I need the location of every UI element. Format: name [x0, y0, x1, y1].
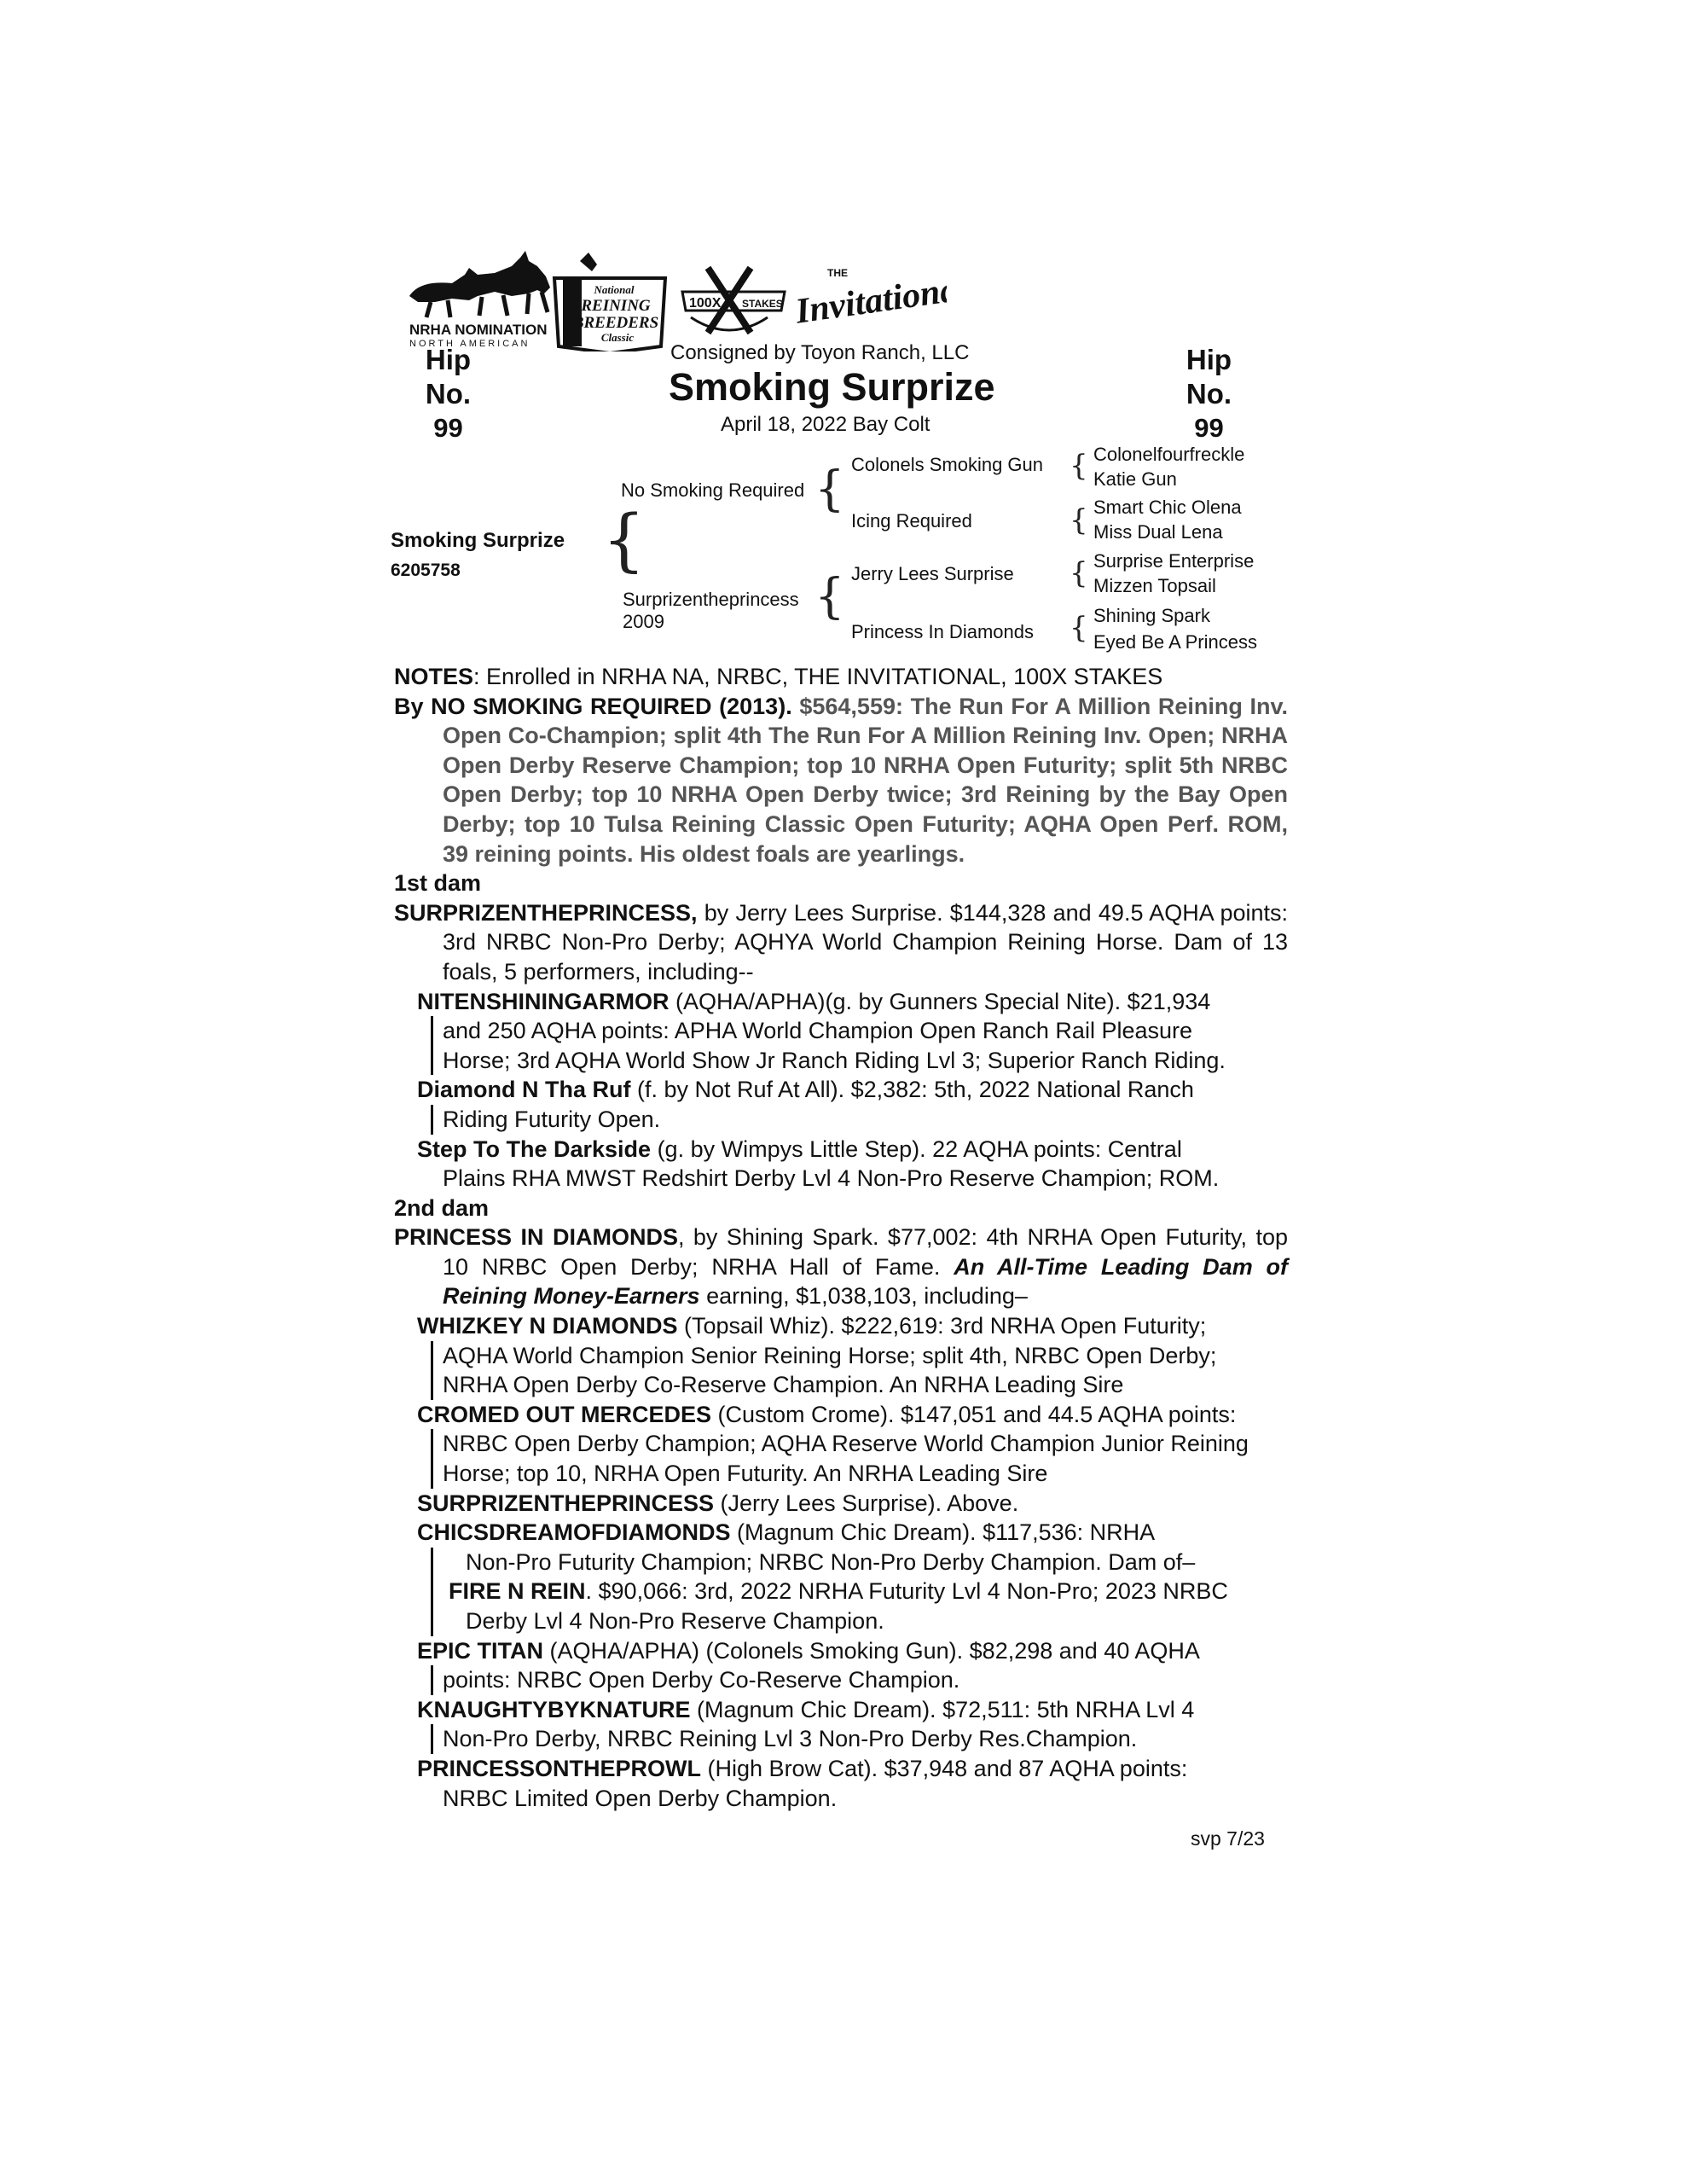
- produce-name: Step To The Darkside: [417, 1136, 652, 1162]
- second-dam-heading: 2nd dam: [394, 1194, 490, 1221]
- produce-name: CROMED OUT MERCEDES: [417, 1401, 712, 1427]
- sire-record-lead: By NO SMOKING REQUIRED (2013).: [394, 693, 792, 719]
- pedigree-dam-dam: Princess In Diamonds: [851, 621, 1034, 642]
- produce-detail-line: and 250 AQHA points: APHA World Champion Open Ranch Rail Pleasure: [443, 1018, 1193, 1044]
- produce-detail-line: Riding Futurity Open.: [443, 1106, 661, 1132]
- nrha-logo: [409, 251, 550, 349]
- nrbc-logo: [554, 253, 665, 351]
- hip-label-left: Hip No.: [425, 344, 472, 410]
- produce-detail-block: [431, 1548, 1288, 1636]
- notes-label: NOTES: [394, 664, 474, 689]
- grand-produce-entry: [449, 1577, 1288, 1606]
- second-dam-produce: [394, 1311, 1288, 1813]
- second-dam-name: PRINCESS IN DIAMONDS: [394, 1224, 678, 1251]
- brace-icon: {: [815, 569, 845, 624]
- grand-produce-text: . $90,066: 3rd, 2022 NRHA Futurity Lvl 4 Non-Pro; 2023 NRBC: [585, 1578, 1228, 1605]
- sire-record: [394, 692, 1288, 869]
- brace-icon: {: [1070, 611, 1088, 645]
- stakes-logo-num: 100X: [689, 296, 722, 311]
- pedigree-sire: No Smoking Required: [621, 479, 805, 501]
- produce-entry: [394, 1400, 1288, 1430]
- first-dam-text: by Jerry Lees Surprise. $144,328 and 49.5 AQHA points: 3rd NRBC Non-Pro Derby; AQHYA World Champion Reining Horse. Dam of 13 foals, 5 performers, including--: [443, 899, 1288, 985]
- produce-detail-line: AQHA World Champion Senior Reining Horse; split 4th, NRBC Open Derby;: [443, 1342, 1217, 1368]
- notes-line: [394, 662, 1288, 692]
- pedigree-dam: Surprizentheprincess: [623, 589, 799, 610]
- hip-value-left: 99: [433, 413, 463, 443]
- pedigree-sds: Smart Chic Olena: [1093, 497, 1242, 518]
- hip-label-right: Hip No.: [1186, 344, 1232, 410]
- grand-produce-name: FIRE N REIN: [449, 1578, 586, 1605]
- nrbc-logo-line1: National: [594, 283, 635, 296]
- produce-detail-line: points: NRBC Open Derby Co-Reserve Champion.: [443, 1667, 960, 1693]
- produce-name: EPIC TITAN: [417, 1637, 543, 1664]
- produce-detail-block: [431, 1341, 1288, 1400]
- notes-text: : Enrolled in NRHA NA, NRBC, THE INVITATIONAL, 100X STAKES: [473, 664, 1163, 689]
- produce-detail-line: Plains RHA MWST Redshirt Derby Lvl 4 Non-Pro Reserve Champion; ROM.: [443, 1165, 1220, 1192]
- produce-detail-line: Horse; 3rd AQHA World Show Jr Ranch Riding Lvl 3; Superior Ranch Riding.: [443, 1047, 1226, 1073]
- invitational-logo-the: THE: [827, 267, 848, 279]
- produce-text: (f. by Not Ruf At All). $2,382: 5th, 2022 National Ranch: [630, 1077, 1194, 1103]
- pedigree-dam-sire: Jerry Lees Surprise: [851, 563, 1014, 584]
- first-dam-produce: [394, 987, 1288, 1194]
- pedigree-reg-number: 6205758: [391, 561, 461, 580]
- produce-text: (Topsail Whiz). $222,619: 3rd NRHA Open Futurity;: [677, 1313, 1207, 1339]
- consigned-by: Consigned by Toyon Ranch, LLC: [670, 341, 970, 364]
- produce-detail-line: Non-Pro Derby, NRBC Reining Lvl 3 Non-Pro Derby Res.Champion.: [443, 1726, 1138, 1752]
- produce-text: (AQHA/APHA) (Colonels Smoking Gun). $82,298 and 40 AQHA: [543, 1637, 1200, 1664]
- brace-icon: {: [602, 500, 646, 579]
- produce-text: (Magnum Chic Dream). $72,511: 5th NRHA Lvl 4: [690, 1696, 1195, 1722]
- nrha-logo-line1: NRHA NOMINATION: [409, 322, 548, 338]
- hip-number-left: [399, 343, 497, 445]
- produce-detail-block: [431, 1429, 1288, 1488]
- pedigree-dds: Shining Spark: [1093, 605, 1210, 626]
- first-dam-heading: 1st dam: [394, 870, 482, 897]
- produce-entry: [394, 987, 1288, 1017]
- pedigree-sire-sire: Colonels Smoking Gun: [851, 454, 1044, 475]
- produce-detail-block: [431, 1724, 1288, 1754]
- catalog-body: [394, 662, 1288, 1813]
- produce-name: PRINCESSONTHEPROWL: [417, 1755, 702, 1781]
- logos-svg: [401, 249, 947, 351]
- produce-name: Diamond N Tha Ruf: [417, 1077, 631, 1103]
- brace-icon: {: [1070, 503, 1088, 537]
- invitational-logo: [792, 267, 947, 332]
- foaling-info: April 18, 2022 Bay Colt: [721, 413, 930, 436]
- produce-text: (Jerry Lees Surprise). Above.: [714, 1490, 1019, 1516]
- produce-text: (Custom Crome). $147,051 and 44.5 AQHA points:: [711, 1401, 1237, 1427]
- second-dam-text-end: earning, $1,038,103, including–: [699, 1283, 1028, 1310]
- produce-text: (g. by Wimpys Little Step). 22 AQHA points: Central: [651, 1136, 1182, 1162]
- produce-name: KNAUGHTYBYKNATURE: [417, 1696, 691, 1722]
- produce-entry: [394, 1518, 1288, 1548]
- produce-detail-line: NRBC Open Derby Champion; AQHA Reserve World Champion Junior Reining: [443, 1431, 1249, 1457]
- produce-detail-line: NRHA Open Derby Co-Reserve Champion. An NRHA Leading Sire: [443, 1372, 1124, 1398]
- produce-detail-line: Non-Pro Futurity Champion; NRBC Non-Pro Derby Champion. Dam of–: [466, 1548, 1196, 1575]
- produce-text: (Magnum Chic Dream). $117,536: NRHA: [730, 1519, 1156, 1546]
- produce-detail-line: Horse; top 10, NRHA Open Futurity. An NRHA Leading Sire: [443, 1461, 1048, 1487]
- hip-number-right: [1160, 343, 1258, 445]
- produce-detail-line: NRBC Limited Open Derby Champion.: [443, 1785, 838, 1811]
- nrbc-logo-line2: REINING: [581, 297, 651, 315]
- produce-entry: [394, 1489, 1288, 1519]
- produce-text: (High Brow Cat). $37,948 and 87 AQHA points:: [701, 1755, 1188, 1781]
- brace-icon: {: [1070, 449, 1088, 483]
- produce-entry: [394, 1075, 1288, 1105]
- produce-name: CHICSDREAMOFDIAMONDS: [417, 1519, 731, 1546]
- pedigree-ddd: Eyed Be A Princess: [1093, 631, 1257, 653]
- nrbc-logo-line3: BREEDERS: [572, 314, 659, 332]
- brace-icon: {: [1070, 556, 1088, 590]
- pedigree-subject: Smoking Surprize: [391, 529, 565, 552]
- produce-detail-block: [431, 1105, 1288, 1135]
- produce-entry: [394, 1135, 1288, 1165]
- produce-name: SURPRIZENTHEPRINCESS: [417, 1490, 715, 1516]
- pedigree-sire-dam: Icing Required: [851, 510, 972, 531]
- first-dam-name: SURPRIZENTHEPRINCESS,: [394, 899, 698, 926]
- second-dam-record: [394, 1223, 1288, 1311]
- produce-name: WHIZKEY N DIAMONDS: [417, 1313, 678, 1339]
- produce-entry: [394, 1695, 1288, 1725]
- hip-value-right: 99: [1194, 413, 1224, 443]
- pedigree-sdd: Miss Dual Lena: [1093, 521, 1223, 543]
- produce-entry: [394, 1636, 1288, 1666]
- pedigree-dsd: Mizzen Topsail: [1093, 575, 1216, 596]
- nrha-logo-line2: NORTH AMERICAN: [409, 339, 530, 349]
- pedigree-ssd: Katie Gun: [1093, 468, 1177, 490]
- invitational-logo-word: Invitational: [792, 268, 947, 332]
- pedigree-dss: Surprise Enterprise: [1093, 550, 1255, 572]
- second-dam-emphasis: An All-Time Leading Dam of Reining Money-Earners: [443, 1253, 1289, 1310]
- first-dam-record: [394, 898, 1288, 987]
- sire-record-text: $564,559: The Run For A Million Reining Inv. Open Co-Champion; split 4th The Run For A Million Reining Inv. Open; NRHA Open Derby Reserve Champion; top 10 NRHA Open Futurity; split 5th NRBC Open Derby; top 10 NRHA Open Derby twice; 3rd Reining by the Bay Open Derby; top 10 Tulsa Reining Classic Open Futurity; AQHA Open Perf. ROM, 39 reining points. His oldest foals are yearlings.: [443, 693, 1288, 867]
- horse-name-title: Smoking Surprize: [669, 365, 995, 409]
- logo-strip: [401, 249, 947, 351]
- produce-detail-block: [431, 1665, 1288, 1695]
- stakes-logo-word: STAKES: [742, 298, 783, 310]
- brace-icon: {: [815, 462, 845, 517]
- grand-produce-detail-line: Derby Lvl 4 Non-Pro Reserve Champion.: [466, 1608, 884, 1634]
- pedigree-sss: Colonelfourfreckle: [1093, 444, 1245, 465]
- second-dam-text: , by Shining Spark. $77,002: 4th NRHA Open Futurity, top 10 NRBC Open Derby; NRHA Hall of Fame.: [443, 1224, 1288, 1280]
- produce-detail-block: [431, 1016, 1288, 1075]
- produce-text: (AQHA/APHA)(g. by Gunners Special Nite). $21,934: [669, 988, 1211, 1014]
- footer-code: svp 7/23: [1191, 1827, 1265, 1850]
- produce-name: NITENSHININGARMOR: [417, 988, 670, 1014]
- produce-entry: [394, 1754, 1288, 1784]
- pedigree-dam-year: 2009: [623, 611, 664, 632]
- stakes-logo: [682, 268, 785, 333]
- nrbc-logo-line4: Classic: [600, 331, 635, 344]
- produce-entry: [394, 1311, 1288, 1341]
